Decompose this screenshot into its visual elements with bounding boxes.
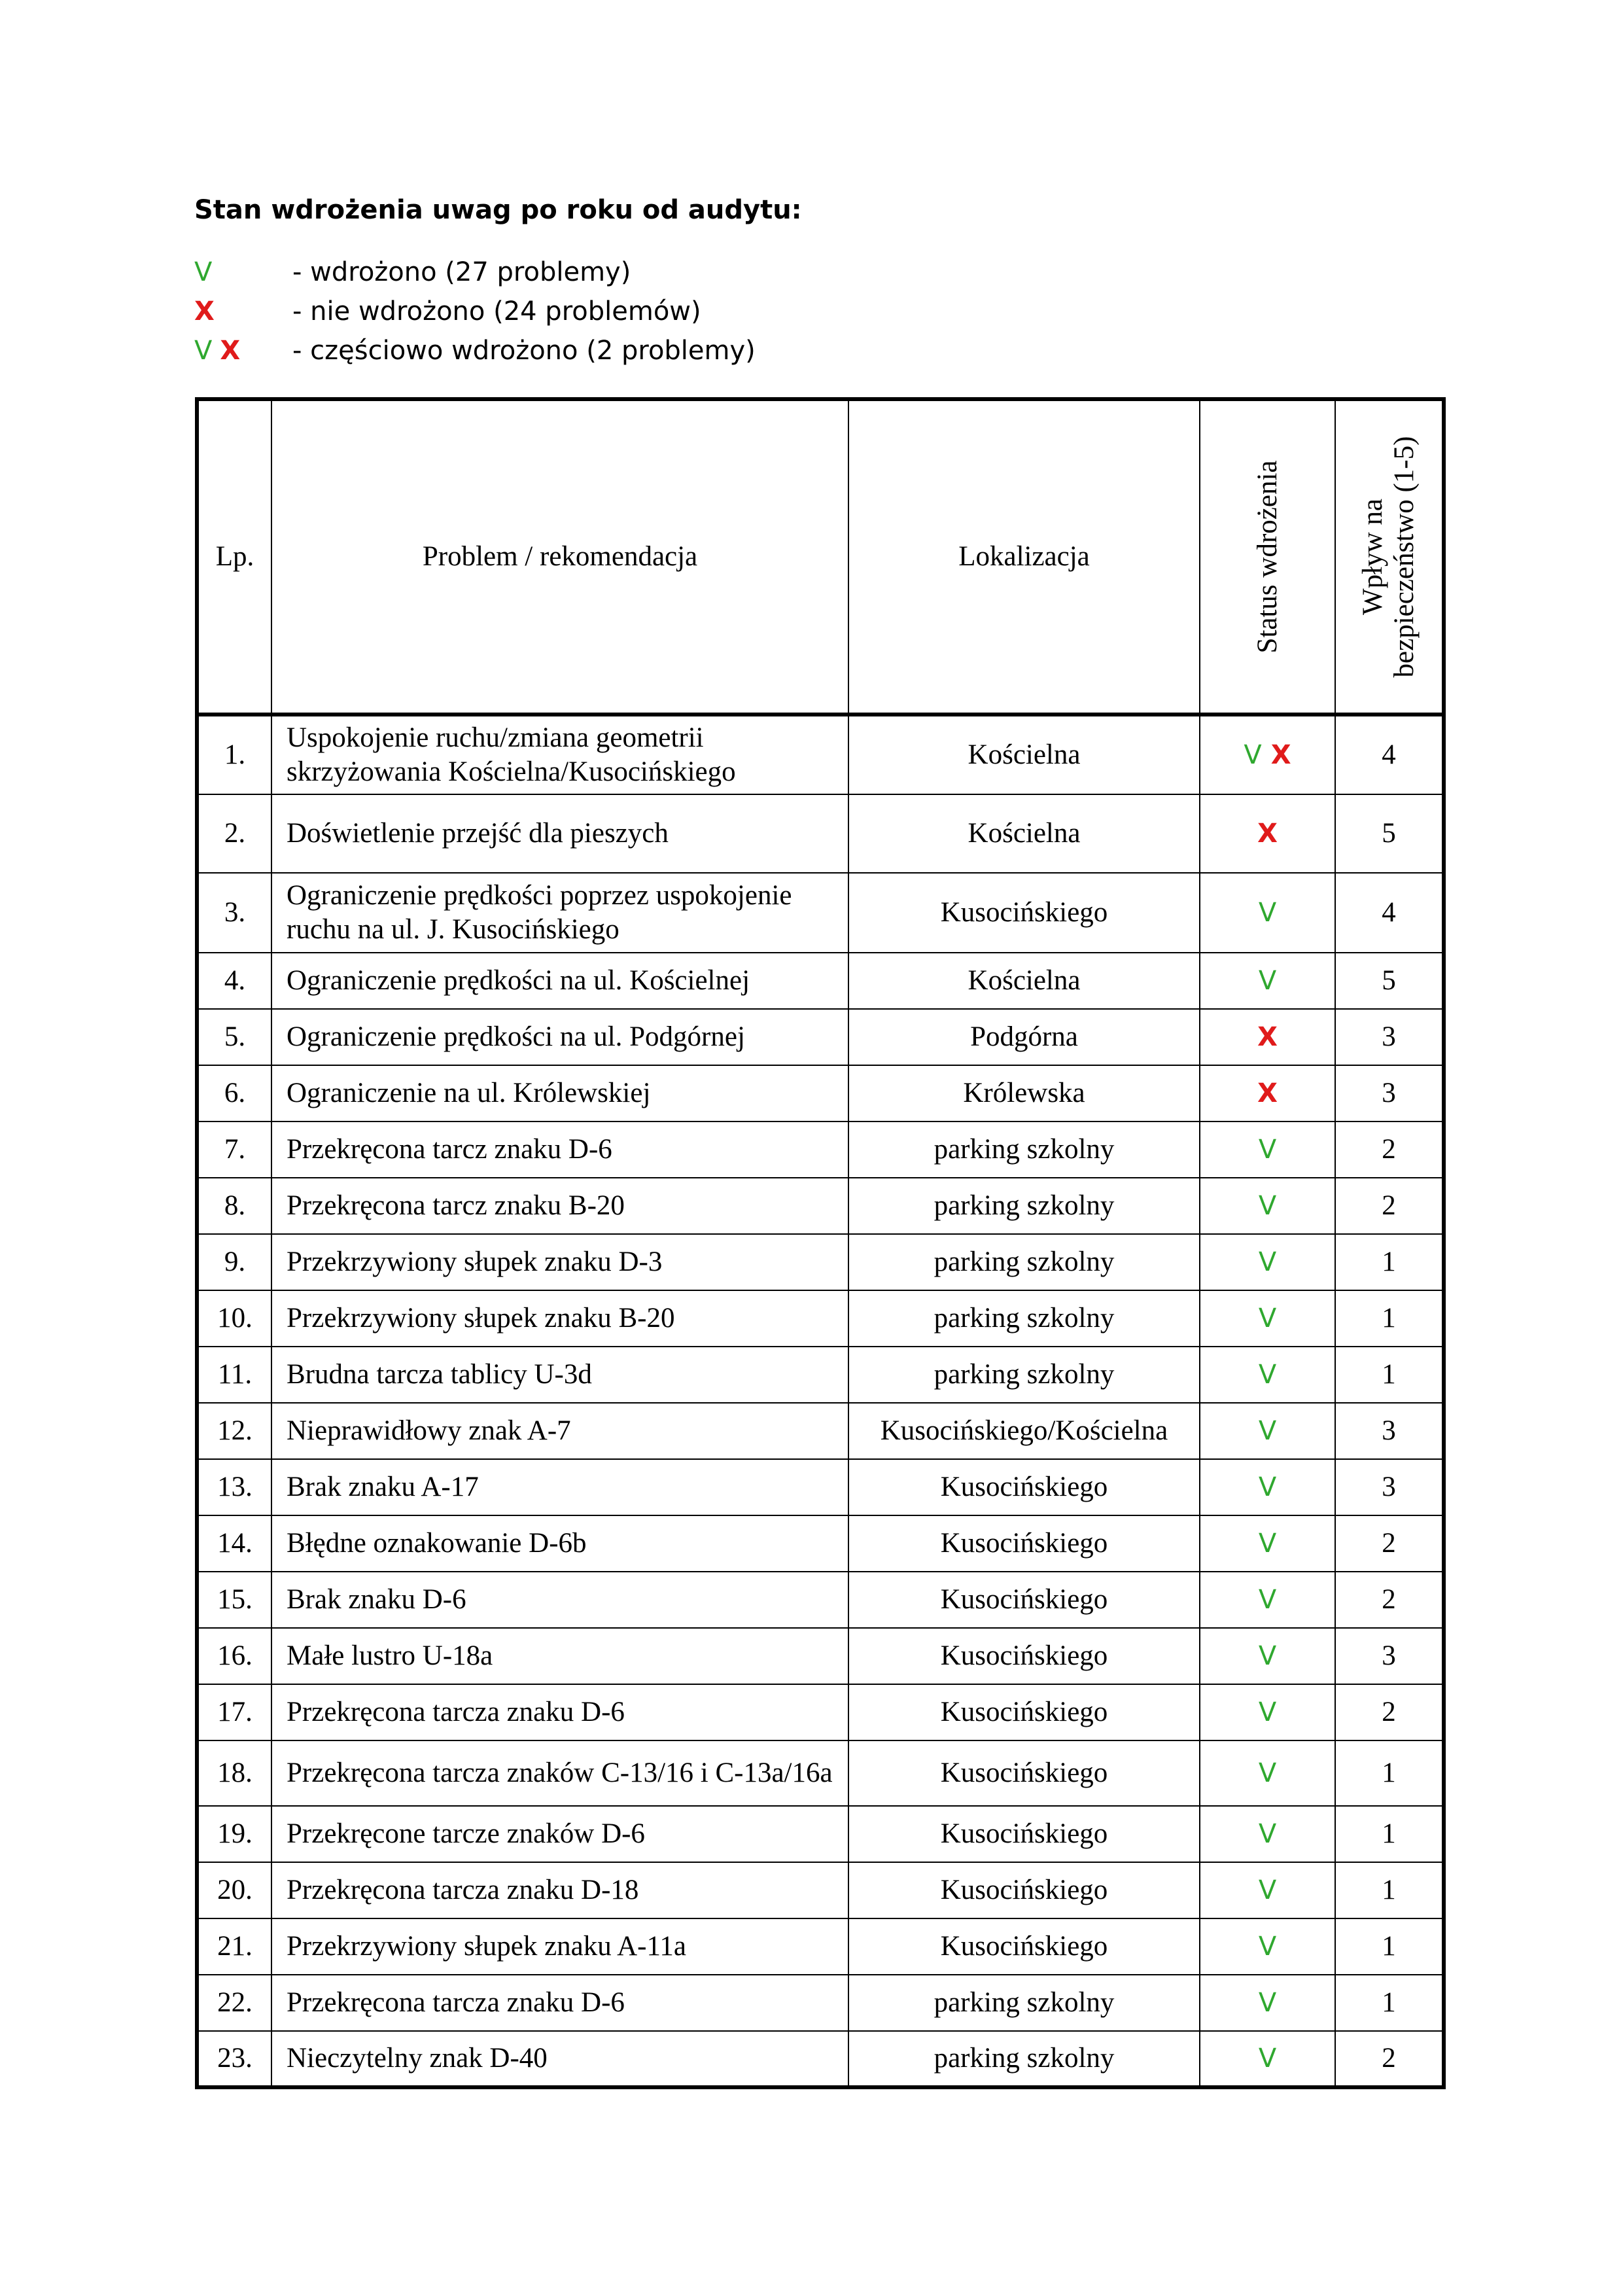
row-impact: 1 (1335, 1347, 1444, 1403)
row-location: Kusocińskiego (848, 1918, 1200, 1975)
row-location: Kusocińskiego/Kościelna (848, 1403, 1200, 1459)
row-problem: Ograniczenie na ul. Królewskiej (271, 1065, 848, 1122)
row-problem: Uspokojenie ruchu/zmiana geometrii skrzyżowania Kościelna/Kusocińskiego (271, 715, 848, 794)
row-problem: Ograniczenie prędkości poprzez uspokojenie ruchu na ul. J. Kusocińskiego (271, 873, 848, 953)
row-location: Podgórna (848, 1009, 1200, 1065)
check-mark-icon: V (1258, 1697, 1277, 1727)
table-row (197, 1740, 1444, 1806)
row-impact: 2 (1335, 1178, 1444, 1234)
row-location: Kusocińskiego (848, 1628, 1200, 1684)
row-problem: Brak znaku D-6 (271, 1572, 848, 1628)
row-number: 7. (197, 1122, 271, 1178)
row-number: 17. (197, 1684, 271, 1740)
check-mark-icon: V (194, 336, 213, 366)
table-row (197, 1122, 1444, 1178)
legend-symbol (194, 338, 292, 364)
row-status (1200, 1975, 1335, 2031)
legend-item (194, 331, 756, 370)
row-status (1200, 1403, 1335, 1459)
row-impact: 2 (1335, 1572, 1444, 1628)
row-impact: 1 (1335, 1975, 1444, 2031)
row-status (1200, 1862, 1335, 1918)
row-status (1200, 1122, 1335, 1178)
row-status (1200, 1009, 1335, 1065)
check-mark-icon: V (1258, 1528, 1277, 1559)
check-mark-icon: V (1258, 1191, 1277, 1221)
check-mark-icon: V (1258, 1875, 1277, 1905)
row-problem: Przekręcone tarcze znaków D-6 (271, 1806, 848, 1862)
row-impact: 4 (1335, 873, 1444, 953)
table-row (197, 1009, 1444, 1065)
row-status (1200, 1918, 1335, 1975)
table-row (197, 1975, 1444, 2031)
row-problem: Ograniczenie prędkości na ul. Kościelnej (271, 953, 848, 1009)
row-location: parking szkolny (848, 2031, 1200, 2087)
row-problem: Brudna tarcza tablicy U-3d (271, 1347, 848, 1403)
row-problem: Ograniczenie prędkości na ul. Podgórnej (271, 1009, 848, 1065)
row-impact: 1 (1335, 1740, 1444, 1806)
row-location: Kościelna (848, 794, 1200, 873)
row-status (1200, 794, 1335, 873)
header-lp: Lp. (197, 399, 271, 715)
table-row (197, 2031, 1444, 2087)
row-problem: Przekręcona tarcza znaku D-18 (271, 1862, 848, 1918)
row-number: 20. (197, 1862, 271, 1918)
cross-mark-icon: X (1257, 1078, 1278, 1108)
audit-table (195, 397, 1446, 2089)
row-problem: Przekrzywiony słupek znaku D-3 (271, 1234, 848, 1290)
row-status (1200, 715, 1335, 794)
row-status (1200, 1234, 1335, 1290)
check-mark-icon: V (1258, 1472, 1277, 1502)
table-row (197, 715, 1444, 794)
legend-item (194, 253, 631, 292)
row-number: 3. (197, 873, 271, 953)
row-status (1200, 1290, 1335, 1347)
table-row (197, 1918, 1444, 1975)
row-impact: 4 (1335, 715, 1444, 794)
row-number: 16. (197, 1628, 271, 1684)
row-impact: 3 (1335, 1403, 1444, 1459)
table-row (197, 794, 1444, 873)
check-mark-icon: V (1258, 1641, 1277, 1671)
row-problem: Przekrzywiony słupek znaku A-11a (271, 1918, 848, 1975)
table-row (197, 1806, 1444, 1862)
check-mark-icon: V (1258, 1360, 1277, 1390)
row-impact: 1 (1335, 1918, 1444, 1975)
row-number: 22. (197, 1975, 271, 2031)
cross-mark-icon: X (194, 296, 215, 327)
check-mark-icon: V (1258, 1135, 1277, 1165)
row-number: 23. (197, 2031, 271, 2087)
table-row (197, 1347, 1444, 1403)
check-mark-icon: V (1258, 1988, 1277, 2018)
legend-symbol (194, 259, 292, 285)
row-impact: 3 (1335, 1065, 1444, 1122)
row-number: 8. (197, 1178, 271, 1234)
table-row (197, 1459, 1444, 1515)
header-status (1200, 399, 1335, 715)
row-problem: Przekręcona tarcz znaku B-20 (271, 1178, 848, 1234)
row-status (1200, 873, 1335, 953)
row-problem: Małe lustro U-18a (271, 1628, 848, 1684)
row-impact: 1 (1335, 1290, 1444, 1347)
row-number: 12. (197, 1403, 271, 1459)
header-impact-line1: Wpływ na (1357, 499, 1388, 615)
row-problem: Przekręcona tarcza znaku D-6 (271, 1684, 848, 1740)
row-impact: 1 (1335, 1806, 1444, 1862)
header-location: Lokalizacja (848, 399, 1200, 715)
row-location: Kusocińskiego (848, 1806, 1200, 1862)
check-mark-icon: V (194, 257, 213, 287)
cross-mark-icon: X (1257, 1022, 1278, 1052)
table-row (197, 1065, 1444, 1122)
table-row (197, 1515, 1444, 1572)
row-number: 19. (197, 1806, 271, 1862)
header-problem: Problem / rekomendacja (271, 399, 848, 715)
row-number: 1. (197, 715, 271, 794)
row-status (1200, 1628, 1335, 1684)
row-impact: 3 (1335, 1459, 1444, 1515)
row-problem: Przekrzywiony słupek znaku B-20 (271, 1290, 848, 1347)
check-mark-icon: V (1258, 1819, 1277, 1849)
table-body (197, 715, 1444, 2087)
row-location: parking szkolny (848, 1347, 1200, 1403)
page-heading: Stan wdrożenia uwag po roku od audytu: (194, 195, 802, 225)
table-row (197, 1628, 1444, 1684)
row-location: parking szkolny (848, 1290, 1200, 1347)
header-impact (1335, 399, 1444, 715)
table-row (197, 1572, 1444, 1628)
legend-symbol (194, 298, 292, 325)
row-number: 2. (197, 794, 271, 873)
check-mark-icon: V (1258, 1758, 1277, 1788)
row-status (1200, 1065, 1335, 1122)
check-mark-icon: V (1258, 1416, 1277, 1446)
cross-mark-icon: X (220, 336, 241, 366)
row-problem: Przekręcona tarcza znaku D-6 (271, 1975, 848, 2031)
legend-item (194, 292, 701, 331)
check-mark-icon: V (1258, 1303, 1277, 1333)
row-status (1200, 953, 1335, 1009)
legend-text: - częściowo wdrożono (2 problemy) (292, 336, 756, 366)
table-row (197, 1862, 1444, 1918)
row-location: Kusocińskiego (848, 1572, 1200, 1628)
row-number: 6. (197, 1065, 271, 1122)
row-problem: Przekręcona tarcza znaków C-13/16 i C-13a/16a (271, 1740, 848, 1806)
table-row (197, 1234, 1444, 1290)
row-impact: 3 (1335, 1009, 1444, 1065)
row-location: parking szkolny (848, 1975, 1200, 2031)
table-header-row (197, 399, 1444, 715)
row-status (1200, 1740, 1335, 1806)
row-location: Królewska (848, 1065, 1200, 1122)
row-status (1200, 1684, 1335, 1740)
row-location: Kusocińskiego (848, 1459, 1200, 1515)
row-problem: Błędne oznakowanie D-6b (271, 1515, 848, 1572)
row-location: parking szkolny (848, 1234, 1200, 1290)
row-problem: Nieprawidłowy znak A-7 (271, 1403, 848, 1459)
row-impact: 1 (1335, 1862, 1444, 1918)
table-row (197, 873, 1444, 953)
row-location: Kościelna (848, 715, 1200, 794)
legend-text: - nie wdrożono (24 problemów) (292, 296, 701, 327)
row-number: 9. (197, 1234, 271, 1290)
row-problem: Brak znaku A-17 (271, 1459, 848, 1515)
row-problem: Przekręcona tarcz znaku D-6 (271, 1122, 848, 1178)
row-impact: 2 (1335, 2031, 1444, 2087)
header-impact-line2: bezpieczeństwo (1-5) (1389, 436, 1420, 678)
row-impact: 1 (1335, 1234, 1444, 1290)
row-location: Kusocińskiego (848, 1740, 1200, 1806)
check-mark-icon: V (1244, 740, 1262, 770)
row-number: 18. (197, 1740, 271, 1806)
row-location: Kusocińskiego (848, 1862, 1200, 1918)
row-location: Kościelna (848, 953, 1200, 1009)
check-mark-icon: V (1258, 1585, 1277, 1615)
row-impact: 2 (1335, 1122, 1444, 1178)
cross-mark-icon: X (1257, 819, 1278, 849)
row-number: 10. (197, 1290, 271, 1347)
row-number: 4. (197, 953, 271, 1009)
row-status (1200, 1459, 1335, 1515)
row-impact: 2 (1335, 1684, 1444, 1740)
check-mark-icon: V (1258, 966, 1277, 996)
row-status (1200, 1806, 1335, 1862)
row-location: Kusocińskiego (848, 1684, 1200, 1740)
table-row (197, 1178, 1444, 1234)
table-row (197, 1290, 1444, 1347)
row-number: 11. (197, 1347, 271, 1403)
check-mark-icon: V (1258, 1247, 1277, 1277)
row-impact: 3 (1335, 1628, 1444, 1684)
check-mark-icon: V (1258, 2043, 1277, 2074)
row-location: parking szkolny (848, 1178, 1200, 1234)
row-number: 13. (197, 1459, 271, 1515)
row-number: 15. (197, 1572, 271, 1628)
table-row (197, 953, 1444, 1009)
cross-mark-icon: X (1270, 740, 1291, 770)
row-location: parking szkolny (848, 1122, 1200, 1178)
row-status (1200, 1178, 1335, 1234)
table-row (197, 1684, 1444, 1740)
row-status (1200, 1572, 1335, 1628)
row-impact: 5 (1335, 794, 1444, 873)
row-location: Kusocińskiego (848, 873, 1200, 953)
row-problem: Nieczytelny znak D-40 (271, 2031, 848, 2087)
table-row (197, 1403, 1444, 1459)
row-number: 5. (197, 1009, 271, 1065)
row-status (1200, 1347, 1335, 1403)
check-mark-icon: V (1258, 898, 1277, 928)
row-location: Kusocińskiego (848, 1515, 1200, 1572)
row-problem: Doświetlenie przejść dla pieszych (271, 794, 848, 873)
row-status (1200, 1515, 1335, 1572)
row-number: 14. (197, 1515, 271, 1572)
legend-text: - wdrożono (27 problemy) (292, 257, 631, 287)
row-number: 21. (197, 1918, 271, 1975)
check-mark-icon: V (1258, 1932, 1277, 1962)
row-impact: 5 (1335, 953, 1444, 1009)
row-impact: 2 (1335, 1515, 1444, 1572)
header-status-text: Status wdrożenia (1251, 460, 1283, 654)
row-status (1200, 2031, 1335, 2087)
